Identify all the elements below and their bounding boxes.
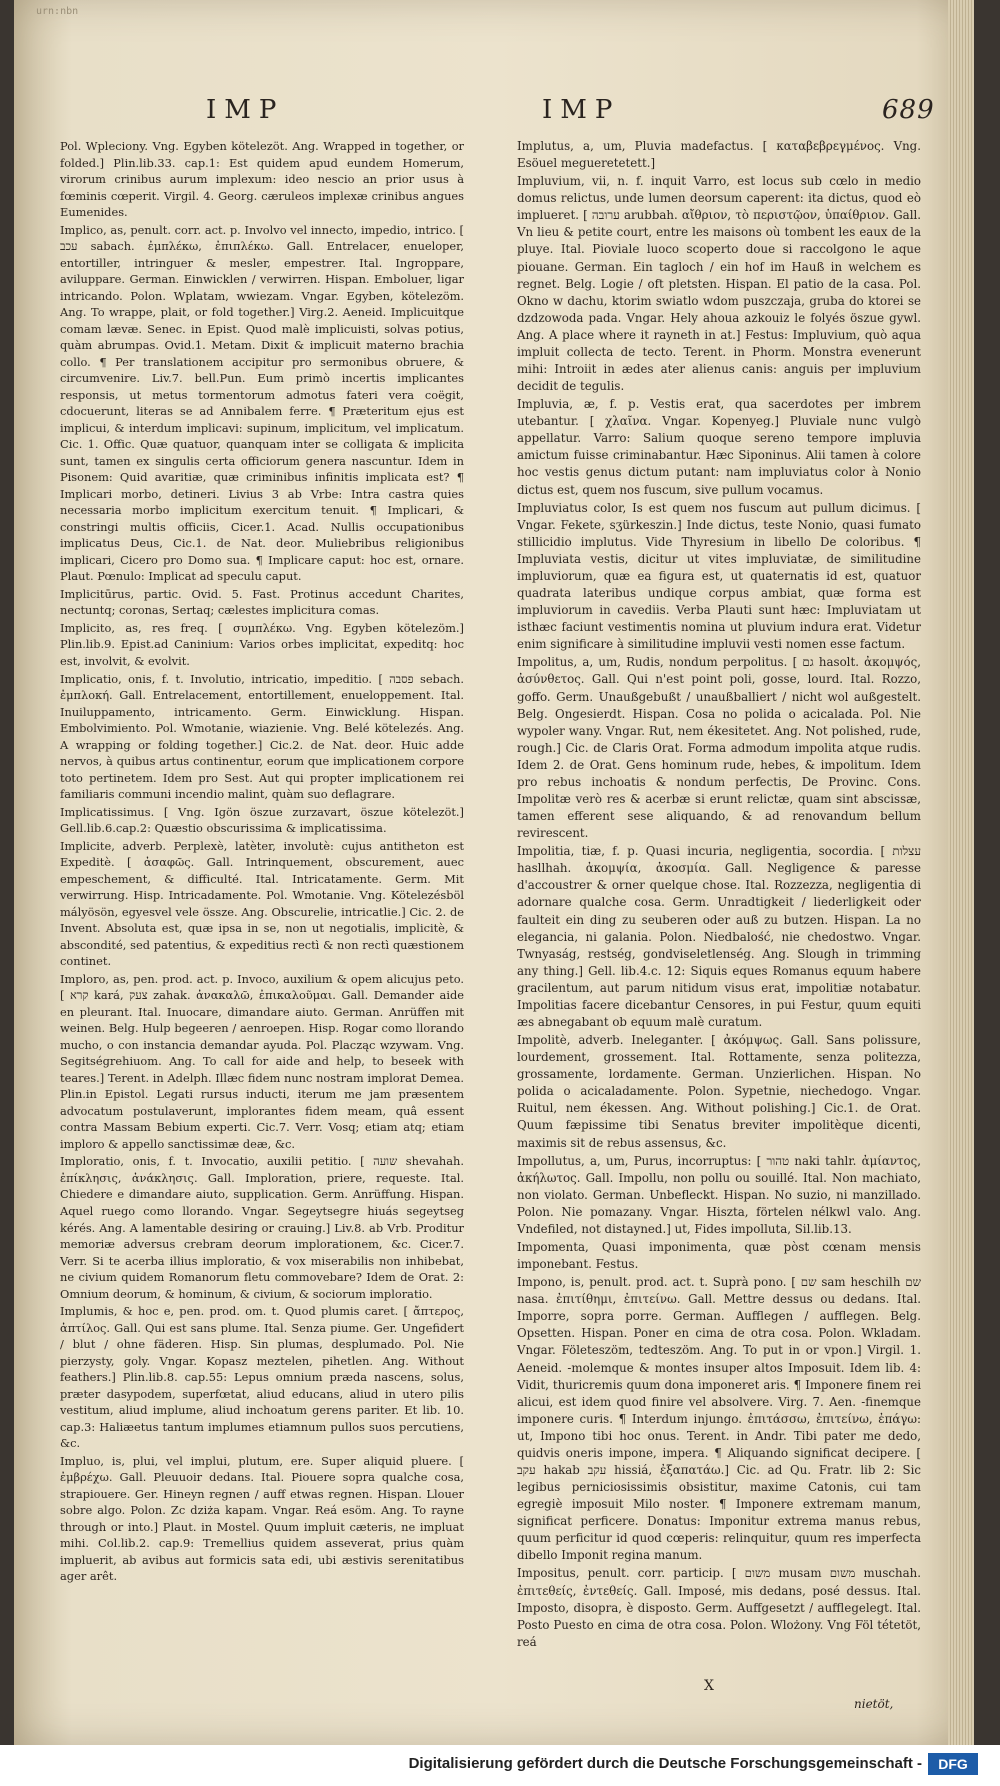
entry: Impomenta, Quasi imponimenta, quæ pòst cœnam mensis imponebant. Festus. (517, 1240, 921, 1272)
library-mark: urn:nbn (36, 6, 79, 17)
running-header-right: IMP (542, 95, 621, 125)
entry: Impluvia, æ, f. p. Vestis erat, qua sacerdotes per imbrem utebantur. [ χλαῖνα. Vngar. Kopenyeg.] Pluviale nunc vulgò appellatur. Varro: Salium quoque sereno tempore impluvia amictum fuisse criminabantur. Hæc Siponinus. Alii tamen à colore hoc vestis genus dictum putant: nam impluviatus color à Nonio dictus est, quem nos fuscum, sive pullum vocamus. (517, 397, 921, 497)
dfg-logo: DFG (928, 1753, 978, 1775)
book-page (14, 0, 974, 1745)
entry: Implicitūrus, partic. Ovid. 5. Fast. Protinus accedunt Charites, nectuntq; coronas, Sertaq; cælestes implicitura comas. (60, 586, 464, 618)
page-edge (948, 0, 974, 1745)
entry: Implicite, adverb. Perplexè, latèter, involutè: cujus antitheton est Expeditè. [ ἀσαφῶς. Gall. Intrinquement, obscurement, auec empeschement, & difficulté. Ital. Intricatamente. Germ. Mit verwirrung. Hisp. Intricadamente. Pol. Wmotanie. Vng. Kötelezésböl mályösön, egyesvel vele össze. Ang. Obscurelie, intricatlie.] Cic. 2. de Invent. Absoluta est, quæ ipsa in se, non ut negotialis, implicitè, & abscondité, sed patentius, & expeditius rectì & non rectì quæstionem continet. (60, 838, 464, 969)
entry: Impluo, is, plui, vel implui, plutum, ere. Super aliquid pluere. [ ἐμβρέχω. Gall. Pleuuoir dedans. Ital. Piouere sopra qualche cosa, strapiouere. Ger. Hineyn regnen / auff etwas regnen. Hispan. Llouer sobre algo. Polon. Zc dziża kapam. Vngar. Reá esöm. Ang. To rayne through or into.] Plaut. in Mostel. Quum impluit cæteris, ne impluat mihi. Col.lib.2. cap.9: Tremellius quidem asseverat, prius quàm impluerit, ab avibus aut formicis sata edi, ubi æstivis serenitatibus ager arêt. (60, 1453, 464, 1584)
entry: Impolitus, a, um, Rudis, nondum perpolitus. [ גם hasolt. ἀκομψός, ἀσύνθετος. Gall. Qui n'est point poli, gosse, lourd. Ital. Rozzo, goffo. Germ. Unaußgebußt / unaußballiert / nicht wol außgestelt. Belg. Ongesierdt. Hispan. Cosa no polida o acicalada. Pol. Nie wypoler wany. Vngar. Rut, nem ékesitetet. Ang. Not polished, rude, rough.] Cic. de Claris Orat. Forma admodum impolita atque rudis. Idem 2. de Orat. Gens hominum rude, hebes, & impolitum. Idem pro rebus inchoatis & nondum perfectis, De Provinc. Cons. Impolitæ verò res & acerbæ si erunt relictæ, quam sint abscissæ, tamen efferent sese aliquando, & ad renovandum bellum revirescent. (517, 655, 921, 841)
catchword: nietöt, (854, 1697, 894, 1711)
entry: Implico, as, penult. corr. act. p. Involvo vel innecto, impedio, intrico. [ עכב sabach. ἐμπλέκω, ἐπιπλέκω. Gall. Entrelacer, enueloper, entortiller, intringuer & mesler, empestrer. Ital. Ingroppare, aviluppare. German. Einwicklen / verwirren. Hispan. Emboluer, ligar intricando. Polon. Wplatam, wwiezam. Vngar. Egyben, kötelezöm. Ang. To wrappe, plait, or fold together.] Virg.2. Aeneid. Implicuitque comam lævæ. Senec. in Epist. Quod malè implicuisti, solvas potius, quàm abrumpas. Ovid.1. Metam. Dixit & implicuit materno brachia collo. ¶ Per translationem accipitur pro sermonibus obruere, & circumvenire. Liv.7. bell.Pun. Eum primò incertis implicantes responsis, ut metus tormentorum admotus fateri vera coëgit, cdocuerunt, literas se ad Annibalem ferre. ¶ Præteritum ejus est implicui, & interdum implicavi: supinum, implicitum, vel implicatum. Cic. 1. Offic. Quæ quatuor, quanquam inter se colligata & implicita sunt, tamen ex singulis certa officiorum genera nascuntur. Idem in Pisonem: Quid avaritiæ, quæ criminibus infinitis implicata est? ¶ Implicari morbo, detineri. Livius 3 ab Vrbe: Intra castra quies necessaria morbo implicitum exercitum tenuit. ¶ Implicari, & constringi multis officiis, Cicer.1. Acad. Nullis occupationibus implicatus Deus, Cic.1. de Nat. deor. Muliebribus religionibus implicari, Cicero pro Domo sua. ¶ Implicare caput: hoc est, ornare. Plaut. Pœnulo: Implicat ad speculu caput. (60, 222, 464, 584)
page-number: 689 (882, 95, 935, 125)
entry: Impolitia, tiæ, f. p. Quasi incuria, negligentia, socordia. [ עצלות hasllhah. ἀκομψία, ἀκοσμία. Gall. Negligence & paresse d'accoustrer & orner quelque chose. Ital. Rozzezza, negligentia di adornare qualche cosa. Germ. Unradtigkeit / liederligkeit oder faulteit ein ding zu seuberen oder auß zu butzen. Hispan. La no elegancia, ni galania. Polon. Niedbalość, nie chedostwo. Vngar. Twnyaság, restség, gondviseletlenség. Ang. Slough in trimming any thing.] Gell. lib.4.c. 12: Siquis eques Romanus equum habere gracilentum, aut parum nitidum visus erat, impolitiæ notabatur. Impolitias facere dicebantur Censores, in pui Festur, quum equiti æs abnegabant ob equum malè curatum. (517, 844, 921, 1029)
footer-credit: Digitalisierung gefördert durch die Deutsche Forschungsgemeinschaft - (408, 1755, 922, 1772)
entry: Impluviatus color, Is est quem nos fuscum aut pullum dicimus. [ Vngar. Fekete, sʒürkeszin.] Inde dictus, teste Nonio, quasi fumato stillicidio implutus. Vide Thyresium in libello De coloribus. ¶ Impluviata vestis, dicitur ut vites impluviatæ, de similitudine impluviorum, quæ ea figura est, ut quaternatis id est, quatuor quadrata lateribus undique corpus ambiat, quæ forma est impluviorum in cavediis. Verba Plauti sunt hæc: Impluviatam ut isthæc faciunt vestimentis nomina ut pluvium indura erat. Videtur enim significare à similitudine impluvii vesti nomen esse factum. (517, 500, 921, 652)
entry: Implicito, as, res freq. [ συμπλέκω. Vng. Egyben kötelezöm.] Plin.lib.9. Epist.ad Caninium: Varios orbes implicitat, expeditq: hoc est, involvit, & evolvit. (60, 620, 464, 668)
footer-bar (0, 1745, 1000, 1786)
entry: Implutus, a, um, Pluvia madefactus. [ καταβεβρεγμένος. Vng. Esöuel megueretetett.] (517, 139, 921, 171)
entry: Imploro, as, pen. prod. act. p. Invoco, auxilium & opem alicujus peto. [ קרא kará, צעק zahak. ἀνακαλῶ, ἐπικαλοῦμαι. Gall. Demander aide en pleurant. Ital. Inuocare, dimandare aiuto. German. Anrüffen mit weinen. Belg. Hulp begeeren / aenroepen. Hisp. Rogar como llorando mucho, o con instancia demandar ayuda. Pol. Placząc wzywam. Vng. Segitségrehiuom. Ang. To call for aide and help, to beseek with teares.] Terent. in Adelph. Illæc fidem nunc nostram implorat Demea. Plin.in Epistol. Legati rursus inducti, iterum me jam præsentem advocatum postulaverunt, implorantes fidem meam, quâ essent contra Massam Bebium experti. Cic.7. Verr. Vosq; etiam atq; etiam imploro & appello sanctissimæ deæ, &c. (60, 971, 464, 1151)
entry: Imploratio, onis, f. t. Invocatio, auxilii petitio. [ שועה shevahah. ἐπίκλησις, ἀνάκλησις. Gall. Imploration, priere, requeste. Ital. Chiedere e dimandare aiuto, supplication. Germ. Anrüffung. Hispan. Aquel ruego como llorando. Vngar. Segeytsegre hiuás segeytseg kérés. Ang. A lamentable desiring or crauing.] Liv.8. ab Vrb. Proditur memoriæ adversus crebram deorum implorationem, &c. Cicer.7. Verr. Si te acerba illius imploratio, & vox miserabilis non inhibebat, ne civium quidem Romanorum fletu commovebare? Idem de Orat. 2: Omnium deorum, & hominum, & civium, & sociorum imploratio. (60, 1154, 464, 1301)
entry: Implumis, & hoc e, pen. prod. om. t. Quod plumis caret. [ ἄπτερος, ἀπτίλος. Gall. Qui est sans plume. Ital. Senza piume. Ger. Ungefidert / blut / ohne fäderen. Hisp. Sin plumas, desplumado. Pol. Nie pierzysty, goly. Vngar. Kopasz meztelen, pihetlen. Ang. Without feathers.] Plin.lib.8. cap.55: Lepus omnium præda nascens, solus, præter dasypodem, superfœtat, aliud educans, aliud in utero pilis vestitum, aliud implume, aliud inchoatum gerens pariter. Et lib. 10. cap.3: Haliæetus tantum implumes etiamnum pullos suos percutiens, &c. (60, 1304, 464, 1451)
entry: Impollutus, a, um, Purus, incorruptus: [ טהור naki tahlr. ἀμίαντος, ἀκήλωτος. Gall. Impollu, non pollu ou souillé. Ital. Non machiato, non violato. German. Unbefleckt. Hispan. No suzio, ni manzillado. Polon. Nie pomazany. Vngar. Hiszta, förtelen nélkwl valo. Ang. Vndefiled, not distayned.] ut, Fides impolluta, Sil.lib.13. (517, 1153, 922, 1236)
left-column (60, 138, 464, 1586)
entry: Pol. Wpleciony. Vng. Egyben kötelezöt. Ang. Wrapped in together, or folded.] Plin.lib.33. cap.1: Est quidem apud eundem Homerum, virorum crinibus aurum implexum: ideo nescio an prior usus à fœminis cœperit. Virgil. 4. Georg. cæruleos implexæ crinibus angues Eumenides. (60, 139, 464, 220)
entry: Implicatissimus. [ Vng. Igön öszue zurzavart, öszue kötelezöt.] Gell.lib.6.cap.2: Quæstio obscurissima & implicatissima. (60, 804, 464, 836)
right-column (517, 138, 921, 1652)
signature-mark: X (704, 1678, 714, 1694)
entry: Implicatio, onis, f. t. Involutio, intricatio, impeditio. [ פסבה sebach. ἐμπλοκή. Gall. Entrelacement, entortillement, enueloppement. Ital. Inuiluppamento, intricamento. Germ. Einwicklung. Hispan. Embolvimiento. Pol. Wmotanie, wiazienie. Vng. Belé kötelezés. Ang. A wrapping or folding together.] Cic.2. de Nat. deor. Huic adde nervos, à quibus artus continentur, eorum que implicationem corpore toto pertinetem. Idem pro Sest. Aut qui propter implicationem rei familiaris communi incendio malint, quàm suo deflagrare. (60, 671, 464, 802)
entry: Impono, is, penult. prod. act. t. Suprà pono. [ שם sam heschilh שם nasa. ἐπιτίθημι, ἐπιτείνω. Gall. Mettre dessus ou dedans. Ital. Imporre, sopra porre. German. Aufflegen / aufflegen. Belg. Opsetten. Hispan. Poner en cima de otra cosa. Polon. Wkladam. Vngar. Föleteszöm, tedteszöm. Ang. To put in or vpon.] Virgil. 1. Aeneid. -molemque & montes insuper altos Imposuit. Idem lib. 4: Vidit, thuricremis quum dona imponeret aris. ¶ Imponere finem rei alicui, est idem quod finire vel absolvere. Virg. 7. Aen. -finemque imponere curis. ¶ Interdum injungo. ἐπιτάσσω, ἐπιτείνω, ἐπάγω: ut, Impono tibi hoc onus. Terent. in Andr. Tibi pater me dedo, quidvis oneris impone, impera. ¶ Aliquando significat decipere. [ עקב hakab עקב hissiá, ἐξαπατάω.] Cic. ad Qu. Fratr. lib 2: Sic legibus perniciosissimis obsistitur, maxime Catonis, cui tam egregiè imposuit Milo noster. ¶ Imponere extremam manum, significat perficere. Donatus: Imponitur extrema manus rebus, quum perficitur id quod cœperis: relinquitur, quum res imperfecta dibello Imponit regina manum. (517, 1275, 921, 1563)
entry: Impluvium, vii, n. f. inquit Varro, est locus sub cœlo in medio domus relictus, unde lumen deorsum caperent: ita dictus, quod eò implueret. [ ערובה arubbah. αἴθριον, τὸ περιστῷον, ὑπαίθριον. Gall. Vn lieu & petite court, entre les maisons où tombent les eaux de la pluye. Ital. Pioviale luoco scoperto doue si raccolgono le aque piouane. German. Ein tagloch / ein hof im Hauß in welchem es regnet. Belg. Logie / oft pletsten. Hispan. El patio de la casa. Pol. Okno w dachu, ktorim swiatlo wdom puszczaja, gruba do ktorei se dzdzowoda pada. Vngar. Hely ahoua azkouiz le folyés öszue gywl. Ang. A place where it rayneth in at.] Festus: Impluvium, quò aqua impluit collecta de tecto. Terent. in Phorm. Monstra evenerunt mihi: Introiit in ædes ater alienus canis: anguis per impluvium decidit de tegulis. (517, 174, 921, 394)
entry: Impolitè, adverb. Ineleganter. [ ἀκόμψως. Gall. Sans polissure, lourdement, grossement. Ital. Rottamente, senza politezza, grossamente, lordamente. German. Unzierlichen. Hispan. No polida o acicaladamente. Polon. Sypetnie, niechedogo. Vngar. Ruitul, nem ékessen. Ang. Without polishing.] Cic.1. de Orat. Quum fæpissime tibi Senatus breviter impolitèque dicenti, maximis sit de rebus assensus, &c. (517, 1033, 921, 1150)
entry: Impositus, penult. corr. particip. [ משום musam משום muschah. ἐπιτεθείς, ἐντεθείς. Gall. Imposé, mis dedans, posé dessus. Ital. Imposto, disopra, è disposto. Germ. Auffgesetzt / aufflegelegt. Ital. Posto Puesto en cima de otra cosa. Polon. Wlożony. Vng Föl tétetöt, reá (517, 1566, 921, 1649)
running-header-left: IMP (206, 95, 285, 125)
